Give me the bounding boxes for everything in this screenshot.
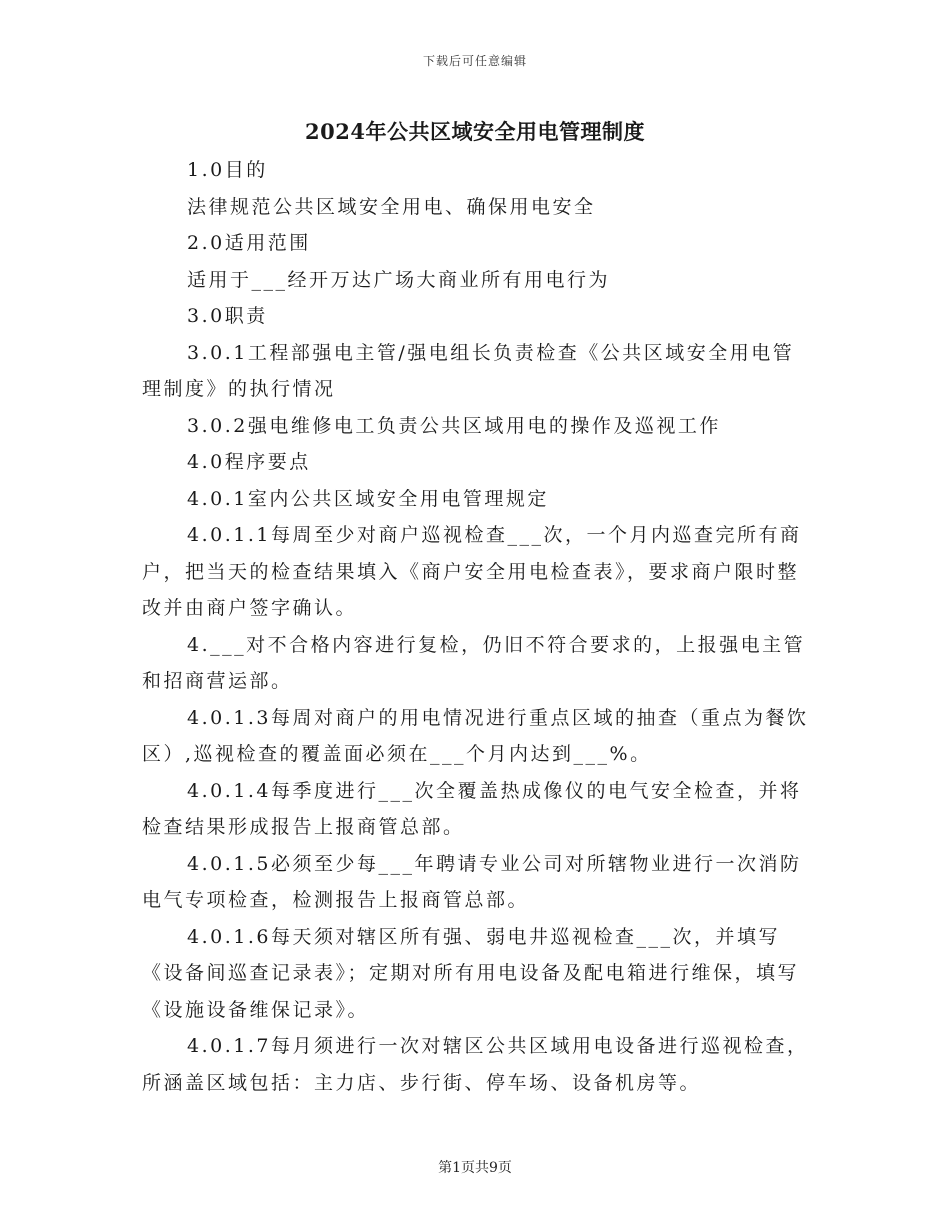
- paragraph: 4.0.1.7每月须进行一次对辖区公共区域用电设备进行巡视检查，所涵盖区域包括：主力店、步行街、停车场、设备机房等。: [142, 1035, 809, 1094]
- section-heading-scope: 2.0适用范围: [187, 232, 311, 254]
- page-number-footer: 第1页共9页: [438, 1160, 512, 1176]
- paragraph: 4.___对不合格内容进行复检，仍旧不符合要求的，上报强电主管和招商营运部。: [142, 633, 806, 692]
- paragraph: 4.0.1室内公共区域安全用电管理规定: [187, 487, 549, 510]
- paragraph: 4.0.1.6每天须对辖区所有强、弱电井巡视检查___次，并填写《设备间巡查记录表》；定期对所有用电设备及配电箱进行维保，填写《设施设备维保记录》。: [142, 925, 800, 1021]
- page-header: 下载后可任意编辑: [422, 54, 527, 68]
- section-heading-procedure: 4.0程序要点: [187, 451, 311, 473]
- document-body: [142, 152, 812, 1101]
- paragraph: 3.0.2强电维修电工负责公共区域用电的操作及巡视工作: [187, 414, 721, 437]
- paragraph: 4.0.1.4每季度进行___次全覆盖热成像仪的电气安全检查，并将检查结果形成报告上报商管总部。: [142, 779, 802, 838]
- document-title: 2024年公共区域安全用电管理制度: [305, 119, 645, 144]
- paragraph: 4.0.1.5必须至少每___年聘请专业公司对所辖物业进行一次消防电气专项检查，检测报告上报商管总部。: [142, 852, 802, 911]
- paragraph: 适用于___经开万达广场大商业所有用电行为: [187, 268, 611, 291]
- paragraph: 4.0.1.1每周至少对商户巡视检查___次，一个月内巡查完所有商户，把当天的检查结果填入《商户安全用电检查表》，要求商户限时整改并由商户签字确认。: [142, 524, 802, 619]
- paragraph: 3.0.1工程部强电主管/强电组长负责检查《公共区域安全用电管理制度》的执行情况: [142, 341, 795, 400]
- paragraph: 4.0.1.3每周对商户的用电情况进行重点区域的抽查（重点为餐饮区）,巡视检查的覆盖面必须在___个月内达到___%。: [142, 706, 809, 765]
- paragraph: 法律规范公共区域安全用电、确保用电安全: [187, 195, 596, 218]
- section-heading-responsibilities: 3.0职责: [187, 305, 268, 327]
- section-heading-purpose: 1.0目的: [187, 159, 268, 181]
